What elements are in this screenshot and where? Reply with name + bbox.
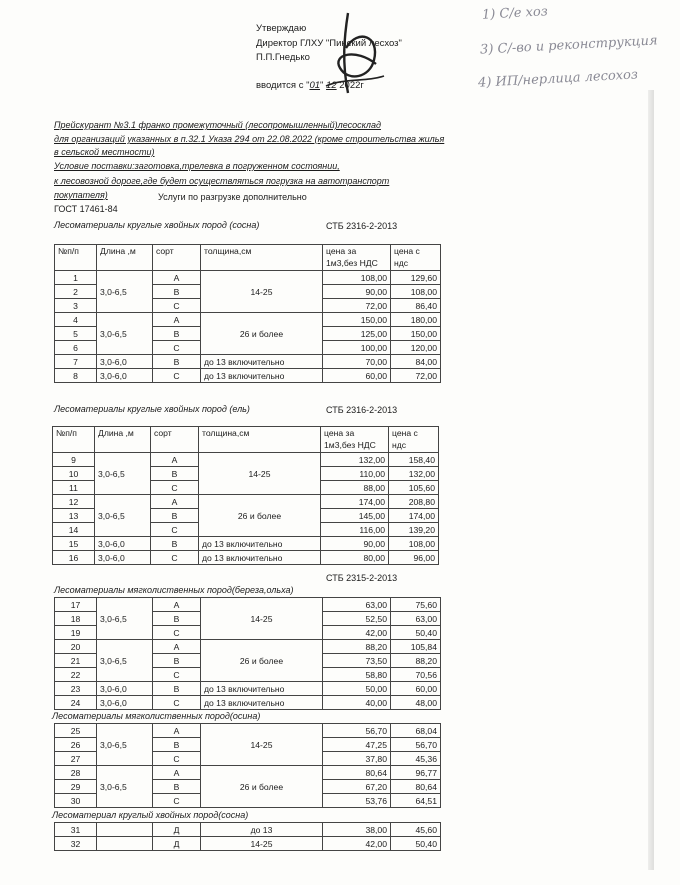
row-number: 14 — [53, 523, 95, 537]
row-price-no-vat: 60,00 — [323, 369, 391, 383]
row-price-no-vat: 125,00 — [323, 327, 391, 341]
row-price-no-vat: 56,70 — [323, 724, 391, 738]
row-grade: В — [153, 355, 201, 369]
row-price-vat: 80,64 — [391, 780, 441, 794]
row-price-no-vat: 58,80 — [323, 668, 391, 682]
row-length: 3,0-6,0 — [97, 355, 153, 369]
header-thickness: толщина,см — [201, 245, 323, 271]
row-price-vat: 75,60 — [391, 598, 441, 612]
table-row — [53, 453, 439, 467]
row-grade: С — [153, 696, 201, 710]
row-grade: С — [151, 481, 199, 495]
row-price-no-vat: 145,00 — [321, 509, 389, 523]
row-thickness: до 13 включительно — [201, 355, 323, 369]
table-row — [55, 271, 441, 285]
row-length: 3,0-6,5 — [97, 640, 153, 682]
row-grade: В — [153, 780, 201, 794]
title-line-6: покупателя) — [54, 190, 108, 200]
row-thickness: до 13 — [201, 823, 323, 837]
row-price-vat: 180,00 — [391, 313, 441, 327]
header-price-no-vat: цена за 1м3,без НДС — [323, 245, 391, 271]
table-row — [55, 682, 441, 696]
table-row — [53, 495, 439, 509]
row-price-vat: 96,00 — [389, 551, 439, 565]
row-price-no-vat: 80,64 — [323, 766, 391, 780]
row-length: 3,0-6,0 — [97, 682, 153, 696]
row-price-no-vat: 67,20 — [323, 780, 391, 794]
services-note: Услуги по разгрузке дополнительно — [158, 192, 307, 202]
table-row — [55, 837, 441, 851]
title-line-5: к лесовозной дороге,где будет осуществляться погрузка на автотранспорт — [54, 176, 390, 186]
row-grade: В — [153, 682, 201, 696]
row-price-vat: 174,00 — [389, 509, 439, 523]
row-price-vat: 86,40 — [391, 299, 441, 313]
row-price-vat: 96,77 — [391, 766, 441, 780]
row-price-vat: 208,80 — [389, 495, 439, 509]
price-table-aspen — [54, 723, 441, 808]
row-price-no-vat: 108,00 — [323, 271, 391, 285]
row-number: 17 — [55, 598, 97, 612]
row-price-vat: 72,00 — [391, 369, 441, 383]
row-grade: С — [151, 551, 199, 565]
row-thickness: 26 и более — [201, 640, 323, 682]
row-number: 6 — [55, 341, 97, 355]
row-length: 3,0-6,0 — [95, 537, 151, 551]
row-price-no-vat: 53,76 — [323, 794, 391, 808]
section3-title: Лесоматериалы мягколиственных пород(береза,ольха) — [54, 585, 294, 595]
table-row — [55, 313, 441, 327]
handwritten-note-1: 1) С/е хоз — [481, 4, 549, 23]
row-price-no-vat: 116,00 — [321, 523, 389, 537]
approval-line-director: Директор ГЛХУ "Пинский лесхоз" — [256, 38, 402, 49]
row-thickness: 14-25 — [201, 271, 323, 313]
handwritten-note-2: 3) С/-во и реконструкция — [479, 33, 658, 58]
row-grade: В — [153, 327, 201, 341]
table-row — [55, 823, 441, 837]
row-price-no-vat: 72,00 — [323, 299, 391, 313]
row-number: 32 — [55, 837, 97, 851]
row-thickness: 14-25 — [201, 598, 323, 640]
row-price-no-vat: 63,00 — [323, 598, 391, 612]
price-table-spruce — [52, 426, 439, 565]
row-thickness: до 13 включительно — [201, 696, 323, 710]
row-grade: В — [151, 537, 199, 551]
row-number: 27 — [55, 752, 97, 766]
header-price-vat: цена с ндс — [389, 427, 439, 453]
row-grade: С — [153, 626, 201, 640]
row-length: 3,0-6,0 — [95, 551, 151, 565]
row-length: 3,0-6,5 — [97, 271, 153, 313]
row-thickness: 14-25 — [201, 837, 323, 851]
table-row — [55, 355, 441, 369]
gost-reference: ГОСТ 17461-84 — [54, 204, 118, 214]
row-price-no-vat: 38,00 — [323, 823, 391, 837]
row-price-no-vat: 150,00 — [323, 313, 391, 327]
row-price-vat: 139,20 — [389, 523, 439, 537]
row-price-vat: 132,00 — [389, 467, 439, 481]
row-thickness: до 13 включительно — [201, 682, 323, 696]
title-line-1: Прейскурант №3.1 франко промежуточный (лесопромышленный)лесосклад — [54, 120, 381, 130]
row-number: 16 — [53, 551, 95, 565]
row-number: 7 — [55, 355, 97, 369]
table-row — [55, 369, 441, 383]
row-grade: С — [153, 794, 201, 808]
row-grade: В — [153, 654, 201, 668]
row-price-no-vat: 73,50 — [323, 654, 391, 668]
title-line-3: в сельской местности) — [54, 147, 155, 157]
row-number: 11 — [53, 481, 95, 495]
row-price-vat: 60,00 — [391, 682, 441, 696]
row-grade: В — [153, 612, 201, 626]
row-length: 3,0-6,5 — [95, 453, 151, 495]
row-thickness: 14-25 — [199, 453, 321, 495]
row-grade: Д — [153, 823, 201, 837]
row-price-vat: 56,70 — [391, 738, 441, 752]
row-length: 3,0-6,5 — [97, 313, 153, 355]
table-header-row — [55, 245, 441, 271]
row-grade: С — [153, 752, 201, 766]
row-price-no-vat: 70,00 — [323, 355, 391, 369]
table-row — [55, 640, 441, 654]
row-number: 4 — [55, 313, 97, 327]
row-number: 21 — [55, 654, 97, 668]
row-number: 26 — [55, 738, 97, 752]
row-price-no-vat: 90,00 — [323, 285, 391, 299]
table-row — [55, 766, 441, 780]
row-grade: С — [153, 299, 201, 313]
row-length: 3,0-6,5 — [97, 766, 153, 808]
row-grade: А — [153, 313, 201, 327]
row-grade: А — [151, 495, 199, 509]
page-edge-shadow — [648, 90, 654, 870]
row-number: 19 — [55, 626, 97, 640]
row-number: 9 — [53, 453, 95, 467]
table-row — [53, 551, 439, 565]
row-thickness: 26 и более — [201, 766, 323, 808]
row-price-no-vat: 132,00 — [321, 453, 389, 467]
header-num: №п/п — [53, 427, 95, 453]
row-number: 15 — [53, 537, 95, 551]
row-number: 5 — [55, 327, 97, 341]
row-price-no-vat: 50,00 — [323, 682, 391, 696]
approval-effective-date: вводится с "01" 12 2022г — [256, 80, 364, 91]
row-number: 1 — [55, 271, 97, 285]
row-thickness: до 13 включительно — [199, 537, 321, 551]
approval-line-name: П.П.Гнедько — [256, 52, 310, 63]
row-price-vat: 63,00 — [391, 612, 441, 626]
row-grade: А — [151, 453, 199, 467]
row-grade: С — [153, 668, 201, 682]
row-price-no-vat: 52,50 — [323, 612, 391, 626]
section2-title: Лесоматериалы круглые хвойных пород (ель) — [54, 404, 250, 414]
row-price-vat: 108,00 — [389, 537, 439, 551]
row-number: 29 — [55, 780, 97, 794]
row-grade: В — [153, 738, 201, 752]
title-line-4: Условие поставки:заготовка,трелевка в погруженном состоянии, — [54, 161, 340, 171]
row-price-vat: 158,40 — [389, 453, 439, 467]
row-grade: С — [153, 369, 201, 383]
row-thickness: до 13 включительно — [201, 369, 323, 383]
row-length — [97, 823, 153, 837]
row-number: 24 — [55, 696, 97, 710]
row-price-vat: 84,00 — [391, 355, 441, 369]
title-line-2: для организаций указанных в п.32.1 Указа 294 от 22.08.2022 (кроме строительства жилья — [54, 134, 445, 144]
header-thickness: толщина,см — [199, 427, 321, 453]
row-number: 25 — [55, 724, 97, 738]
row-price-no-vat: 47,25 — [323, 738, 391, 752]
header-grade: сорт — [153, 245, 201, 271]
row-thickness: 26 и более — [201, 313, 323, 355]
header-length: Длина ,м — [97, 245, 153, 271]
row-length — [97, 837, 153, 851]
row-price-no-vat: 42,00 — [323, 837, 391, 851]
header-grade: сорт — [151, 427, 199, 453]
row-grade: С — [151, 523, 199, 537]
row-price-vat: 50,40 — [391, 837, 441, 851]
row-number: 20 — [55, 640, 97, 654]
row-grade: А — [153, 598, 201, 612]
director-signature — [318, 8, 390, 100]
row-thickness: 26 и более — [199, 495, 321, 537]
row-price-no-vat: 174,00 — [321, 495, 389, 509]
handwritten-note-3: 4) ИП/нерлица лесохоз — [477, 67, 639, 91]
row-grade: В — [151, 509, 199, 523]
price-table-pine — [54, 244, 441, 383]
row-number: 2 — [55, 285, 97, 299]
row-number: 23 — [55, 682, 97, 696]
table-row — [55, 724, 441, 738]
row-price-vat: 48,00 — [391, 696, 441, 710]
section4-title: Лесоматериалы мягколиственных пород(осина) — [52, 711, 261, 721]
row-grade: А — [153, 271, 201, 285]
row-number: 13 — [53, 509, 95, 523]
row-price-vat: 150,00 — [391, 327, 441, 341]
row-number: 18 — [55, 612, 97, 626]
row-price-no-vat: 90,00 — [321, 537, 389, 551]
row-price-vat: 45,36 — [391, 752, 441, 766]
row-price-vat: 105,60 — [389, 481, 439, 495]
row-price-no-vat: 88,00 — [321, 481, 389, 495]
row-thickness: 14-25 — [201, 724, 323, 766]
section1-standard: СТБ 2316-2-2013 — [326, 221, 398, 231]
row-price-vat: 50,40 — [391, 626, 441, 640]
row-number: 22 — [55, 668, 97, 682]
row-number: 30 — [55, 794, 97, 808]
table-row — [55, 598, 441, 612]
row-price-no-vat: 40,00 — [323, 696, 391, 710]
row-number: 28 — [55, 766, 97, 780]
row-price-no-vat: 100,00 — [323, 341, 391, 355]
row-number: 3 — [55, 299, 97, 313]
row-number: 31 — [55, 823, 97, 837]
row-price-no-vat: 37,80 — [323, 752, 391, 766]
row-price-vat: 45,60 — [391, 823, 441, 837]
section1-title: Лесоматериалы круглые хвойных пород (сосна) — [54, 220, 260, 230]
row-price-no-vat: 88,20 — [323, 640, 391, 654]
price-table-pine-d — [54, 822, 441, 851]
row-thickness: до 13 включительно — [199, 551, 321, 565]
row-price-vat: 88,20 — [391, 654, 441, 668]
row-grade: А — [153, 640, 201, 654]
table-row — [53, 537, 439, 551]
header-length: Длина ,м — [95, 427, 151, 453]
row-length: 3,0-6,5 — [97, 724, 153, 766]
row-price-no-vat: 110,00 — [321, 467, 389, 481]
row-length: 3,0-6,0 — [97, 696, 153, 710]
row-grade: А — [153, 766, 201, 780]
table-header-row — [53, 427, 439, 453]
row-number: 8 — [55, 369, 97, 383]
row-number: 10 — [53, 467, 95, 481]
row-grade: А — [153, 724, 201, 738]
header-price-no-vat: цена за 1м3,без НДС — [321, 427, 389, 453]
section2-standard: СТБ 2316-2-2013 — [326, 405, 398, 415]
row-number: 12 — [53, 495, 95, 509]
row-price-vat: 70,56 — [391, 668, 441, 682]
row-price-vat: 68,04 — [391, 724, 441, 738]
row-grade: В — [153, 285, 201, 299]
table-row — [55, 696, 441, 710]
row-price-vat: 108,00 — [391, 285, 441, 299]
section3-standard: СТБ 2315-2-2013 — [326, 573, 398, 583]
row-price-vat: 64,51 — [391, 794, 441, 808]
row-length: 3,0-6,5 — [97, 598, 153, 640]
row-length: 3,0-6,5 — [95, 495, 151, 537]
section5-title: Лесоматериал круглый хвойных пород(сосна) — [52, 810, 249, 820]
row-length: 3,0-6,0 — [97, 369, 153, 383]
row-price-no-vat: 42,00 — [323, 626, 391, 640]
header-num: №п/п — [55, 245, 97, 271]
row-price-vat: 120,00 — [391, 341, 441, 355]
approval-line-approve: Утверждаю — [256, 23, 307, 34]
row-price-no-vat: 80,00 — [321, 551, 389, 565]
row-grade: С — [153, 341, 201, 355]
header-price-vat: цена с ндс — [391, 245, 441, 271]
row-price-vat: 105,84 — [391, 640, 441, 654]
row-grade: В — [151, 467, 199, 481]
row-price-vat: 129,60 — [391, 271, 441, 285]
price-table-birch-alder — [54, 597, 441, 710]
row-grade: Д — [153, 837, 201, 851]
